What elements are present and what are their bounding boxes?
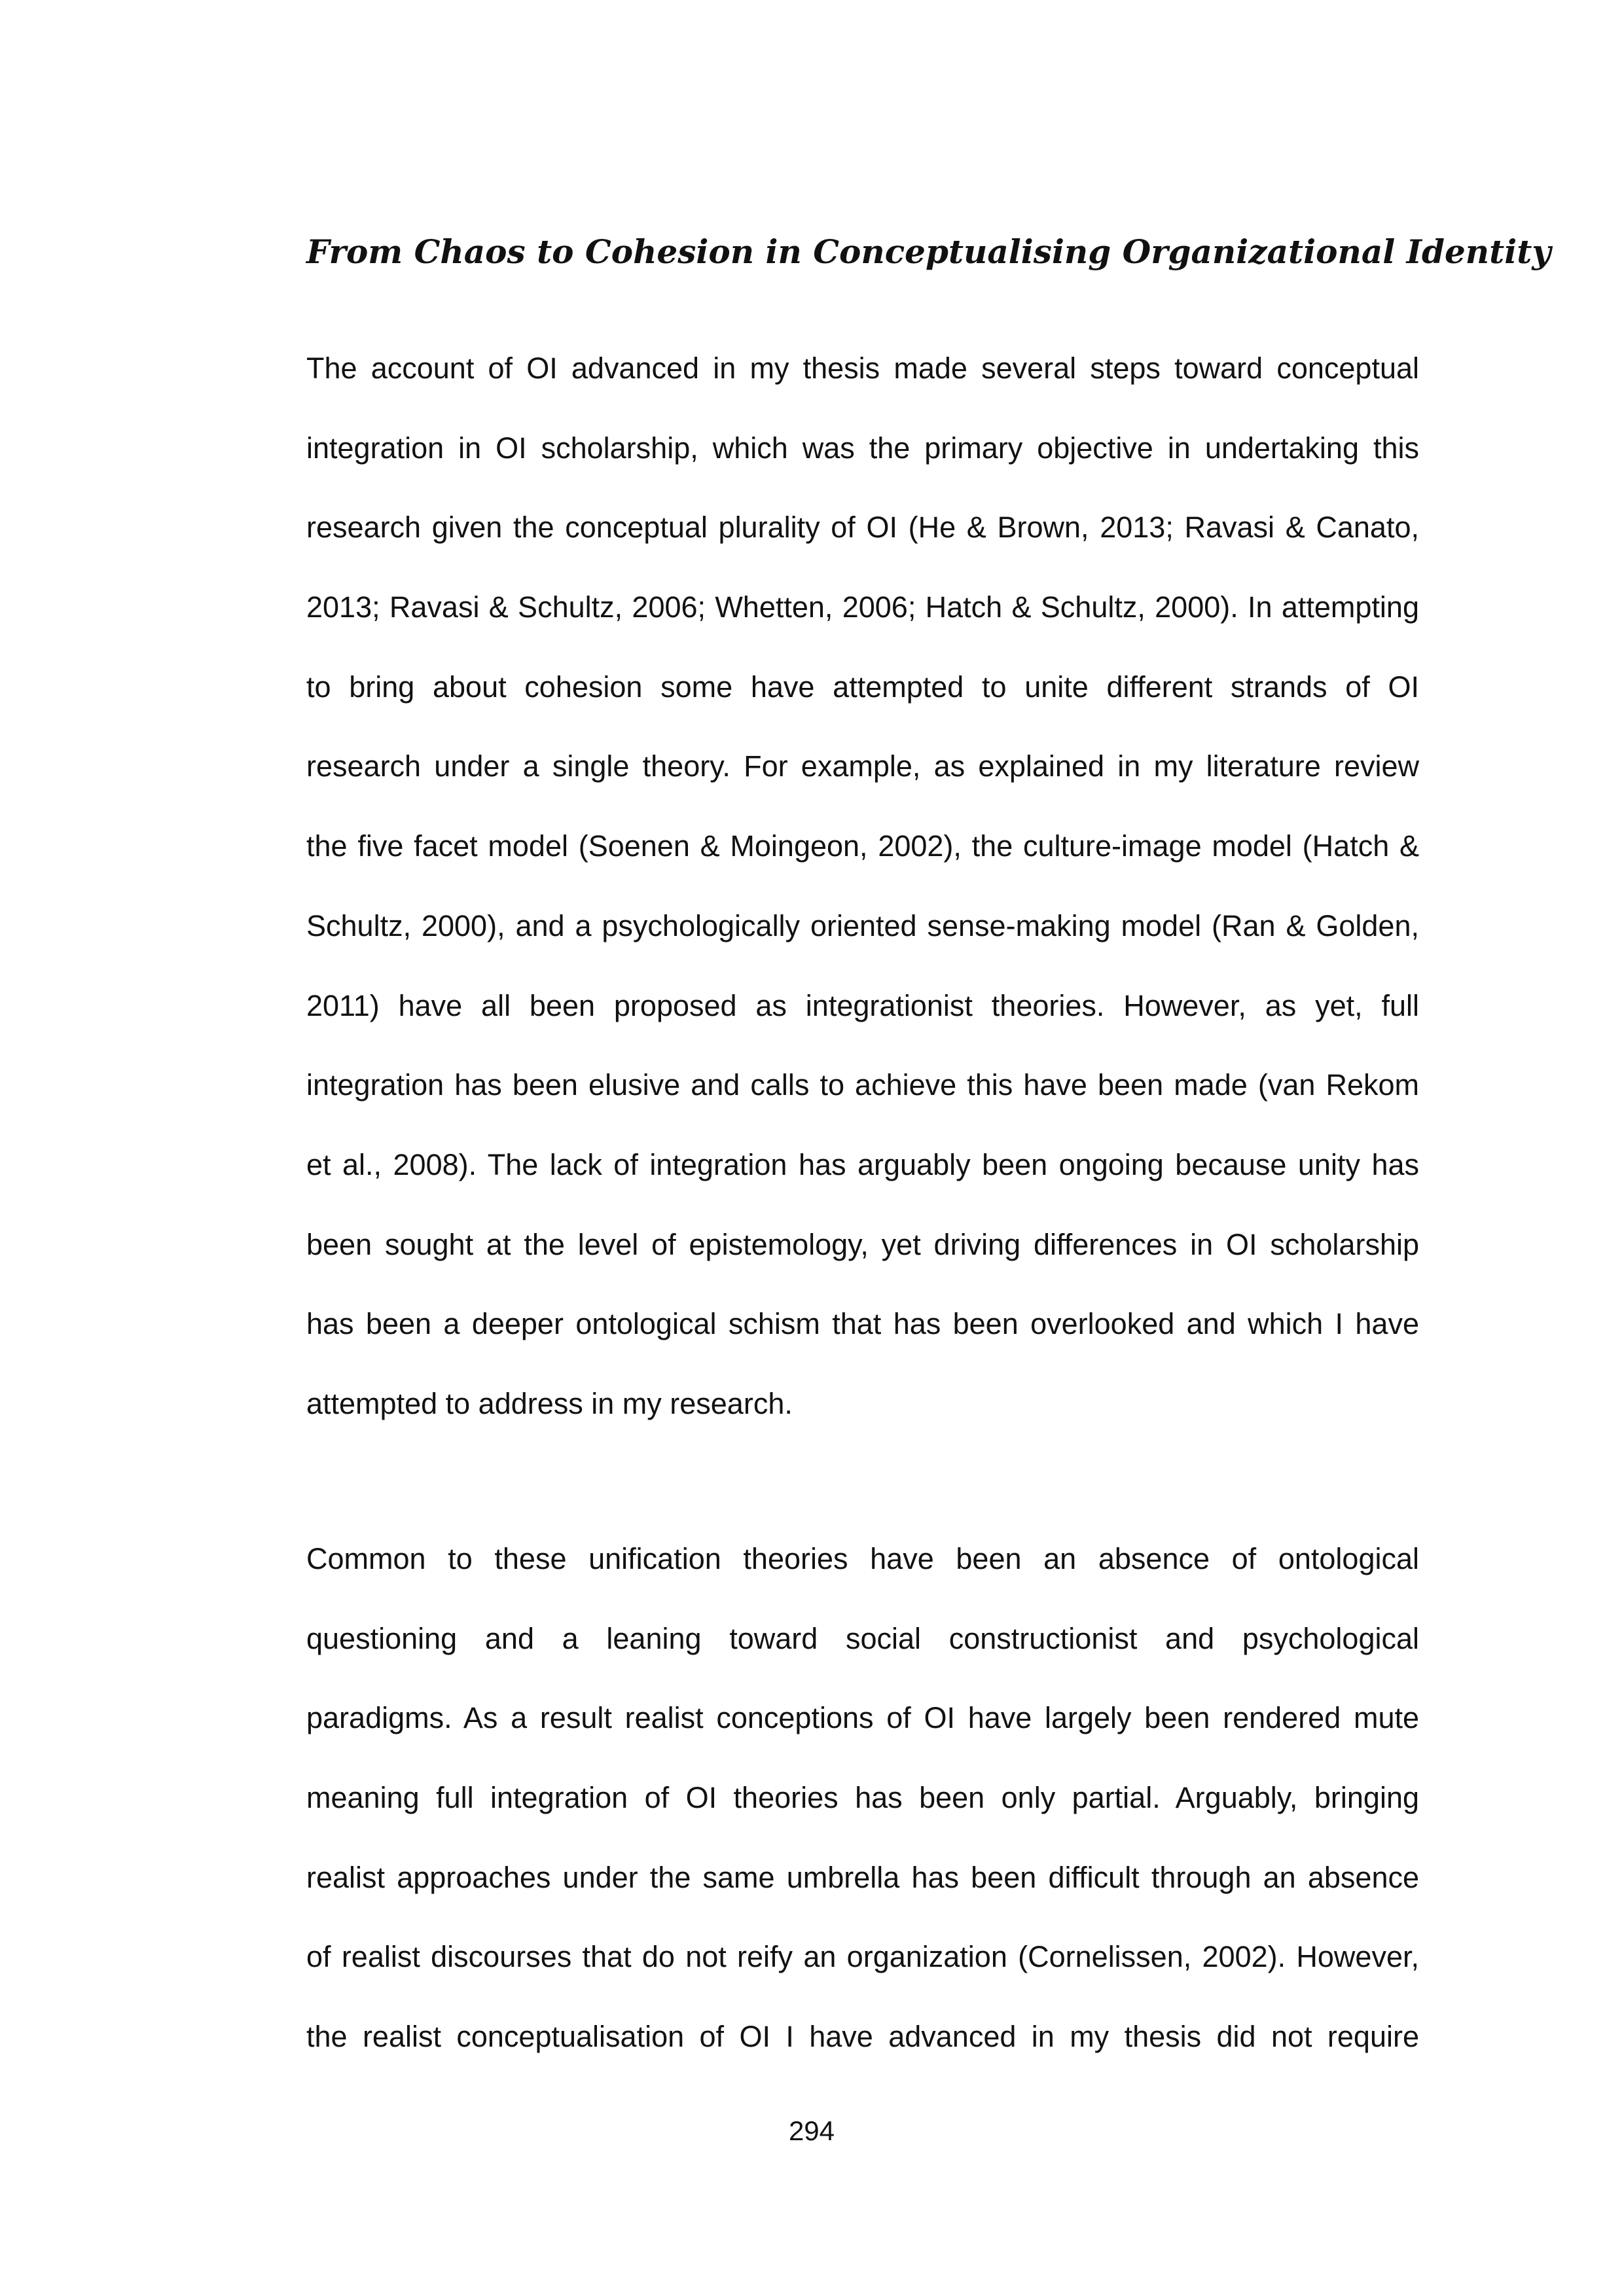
paragraph-line: of realist discourses that do not reify an organization (Cornelissen, 2002). However, — [306, 1940, 1419, 1974]
paragraph-line: meaning full integration of OI theories has been only partial. Arguably, bringing — [306, 1781, 1419, 1815]
paragraph-line: The account of OI advanced in my thesis made several steps toward conceptual — [306, 351, 1419, 385]
paragraph-1 — [306, 329, 1419, 1444]
paragraph-line: paradigms. As a result realist conceptions of OI have largely been rendered mute — [306, 1701, 1419, 1735]
paragraph-line: the five facet model (Soenen & Moingeon, 2002), the culture-image model (Hatch & — [306, 829, 1419, 863]
paragraph-line: research given the conceptual plurality of OI (He & Brown, 2013; Ravasi & Canato, — [306, 511, 1419, 545]
paragraph-2 — [306, 1519, 1419, 2077]
paragraph-line: attempted to address in my research. — [306, 1386, 793, 1420]
paragraph-line: Common to these unification theories have been an absence of ontological — [306, 1542, 1419, 1575]
page-number: 294 — [788, 2115, 835, 2146]
paragraph-line: research under a single theory. For example, as explained in my literature review — [306, 749, 1419, 783]
paragraph-line: Schultz, 2000), and a psychologically oriented sense-making model (Ran & Golden, — [306, 908, 1419, 942]
paragraph-line: integration has been elusive and calls to achieve this have been made (van Rekom — [306, 1068, 1419, 1102]
paragraph-line: has been a deeper ontological schism that has been overlooked and which I have — [306, 1307, 1419, 1341]
paragraph-line: been sought at the level of epistemology, yet driving differences in OI scholarship — [306, 1227, 1419, 1261]
section-heading: From Chaos to Cohesion in Conceptualising Organizational Identity — [306, 232, 1551, 271]
paragraph-line: 2011) have all been proposed as integrationist theories. However, as yet, full — [306, 988, 1419, 1022]
paragraph-line: to bring about cohesion some have attempted to unite different strands of OI — [306, 670, 1419, 704]
paragraph-line: the realist conceptualisation of OI I have advanced in my thesis did not require — [306, 2020, 1419, 2054]
paragraph-line: et al., 2008). The lack of integration has arguably been ongoing because unity has — [306, 1147, 1419, 1181]
paragraph-line: 2013; Ravasi & Schultz, 2006; Whetten, 2006; Hatch & Schultz, 2000). In attempting — [306, 590, 1419, 624]
paragraph-line: questioning and a leaning toward social constructionist and psychological — [306, 1621, 1419, 1655]
paragraph-line: integration in OI scholarship, which was the primary objective in undertaking this — [306, 431, 1419, 465]
paragraph-line: realist approaches under the same umbrella has been difficult through an absence — [306, 1860, 1419, 1894]
